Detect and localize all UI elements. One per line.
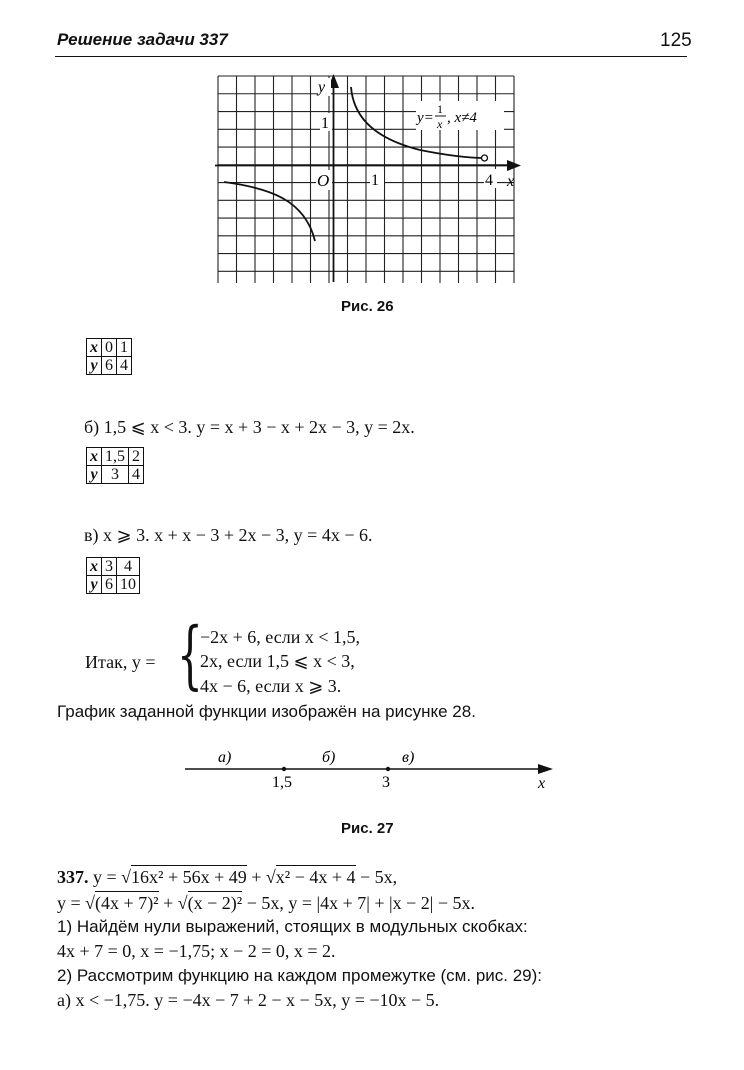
table-cell: 6: [102, 357, 117, 375]
table-cell: 10: [117, 576, 140, 594]
value-table-b: [86, 447, 144, 484]
system-brace: {: [177, 612, 203, 698]
origin-label: O: [317, 171, 330, 190]
figure-27-number-line: [0, 740, 744, 800]
table-row: [87, 576, 140, 594]
table-cell: y: [87, 576, 102, 594]
case-b-line: б) 1,5 ⩽ x < 3. y = x + 3 − x + 2x − 3, y = 2x.: [84, 417, 415, 437]
interval-label-a: а): [218, 749, 232, 766]
case-v-line: в) x ⩾ 3. x + x − 3 + 2x − 3, y = 4x − 6.: [84, 525, 373, 545]
step-2: 2) Рассмотрим функцию на каждом промежутке (см. рис. 29):: [57, 966, 543, 985]
system-case-1: −2x + 6, если x < 1,5,: [200, 627, 360, 647]
formula-y: y=: [417, 110, 434, 126]
number-line-arrow: [538, 764, 553, 774]
formula-denominator: x: [437, 117, 443, 131]
number-line-axis-label: x: [538, 775, 546, 792]
system-case-2: 2x, если 1,5 ⩽ x < 3,: [200, 651, 355, 671]
x-tick-4: 4: [485, 172, 493, 189]
figure-26-graph: [0, 0, 744, 300]
formula-condition: , x≠4: [447, 110, 477, 126]
page-number: 125: [660, 30, 692, 51]
step-1: 1) Найдём нули выражений, стоящих в модульных скобках:: [57, 917, 528, 936]
sqrt-sign: √: [121, 867, 132, 887]
problem-337-line-2: [57, 893, 475, 914]
point-label-3: 3: [382, 774, 390, 791]
y-axis-label: y: [318, 79, 326, 96]
sqrt-sign: √: [177, 893, 188, 913]
table-cell: x: [87, 339, 102, 357]
hyperbola-left-branch: [224, 182, 315, 241]
radicand-1: 16x² + 56x + 49: [131, 867, 247, 887]
y-tick-1: 1: [321, 115, 329, 132]
table-cell: 4: [129, 466, 144, 484]
table-row: [87, 339, 132, 357]
line2-suffix: − 5x, y = |4x + 7| + |x − 2| − 5x.: [242, 893, 476, 913]
point-1-5: [282, 767, 286, 771]
table-cell: y: [87, 357, 102, 375]
figure-26-caption: Рис. 26: [341, 298, 394, 315]
x-axis-label: x: [507, 173, 515, 190]
table-row: [87, 357, 132, 375]
table-cell: 4: [117, 558, 140, 576]
formula-numerator: 1: [437, 102, 443, 116]
table-row: [87, 558, 140, 576]
problem-337-line-1: [57, 867, 397, 888]
table-cell: y: [87, 466, 102, 484]
table-cell: 3: [102, 466, 129, 484]
line1-prefix: y =: [93, 867, 122, 887]
system-lead: Итак, y =: [85, 652, 156, 672]
graph-sentence: График заданной функции изображён на рисунке 28.: [57, 702, 476, 721]
section-title: Решение задачи 337: [57, 30, 228, 49]
line1-plus: +: [246, 867, 266, 887]
point-label-1-5: 1,5: [272, 774, 292, 791]
radicand-2: x² − 4x + 4: [275, 867, 356, 887]
figure-27-caption: Рис. 27: [341, 820, 394, 837]
radicand-4: (x − 2)²: [187, 893, 243, 913]
table-cell: 6: [102, 576, 117, 594]
value-table-v: [86, 557, 140, 594]
table-cell: 2: [129, 448, 144, 466]
zeros-line: 4x + 7 = 0, x = −1,75; x − 2 = 0, x = 2.: [57, 941, 336, 961]
table-cell: x: [87, 448, 102, 466]
sqrt-sign: √: [265, 867, 276, 887]
case-a-line: а) x < −1,75. y = −4x − 7 + 2 − x − 5x, y = −10x − 5.: [57, 990, 440, 1010]
value-table-a: [86, 338, 132, 375]
table-row: [87, 448, 144, 466]
table-cell: 1: [117, 339, 132, 357]
line2-plus: +: [158, 893, 178, 913]
interval-label-b: б): [322, 749, 336, 766]
table-row: [87, 466, 144, 484]
sqrt-sign: √: [85, 893, 96, 913]
point-3: [386, 767, 390, 771]
excluded-point: [482, 155, 488, 161]
table-cell: x: [87, 558, 102, 576]
table-cell: 1,5: [102, 448, 129, 466]
x-tick-1: 1: [371, 172, 379, 189]
table-cell: 4: [117, 357, 132, 375]
interval-label-v: в): [402, 749, 415, 766]
table-cell: 3: [102, 558, 117, 576]
problem-number: 337.: [57, 867, 89, 887]
radicand-3: (4x + 7)²: [95, 893, 159, 913]
system-case-3: 4x − 6, если x ⩾ 3.: [200, 676, 342, 696]
line1-suffix: − 5x,: [355, 867, 398, 887]
table-cell: 0: [102, 339, 117, 357]
line2-prefix: y =: [57, 893, 86, 913]
